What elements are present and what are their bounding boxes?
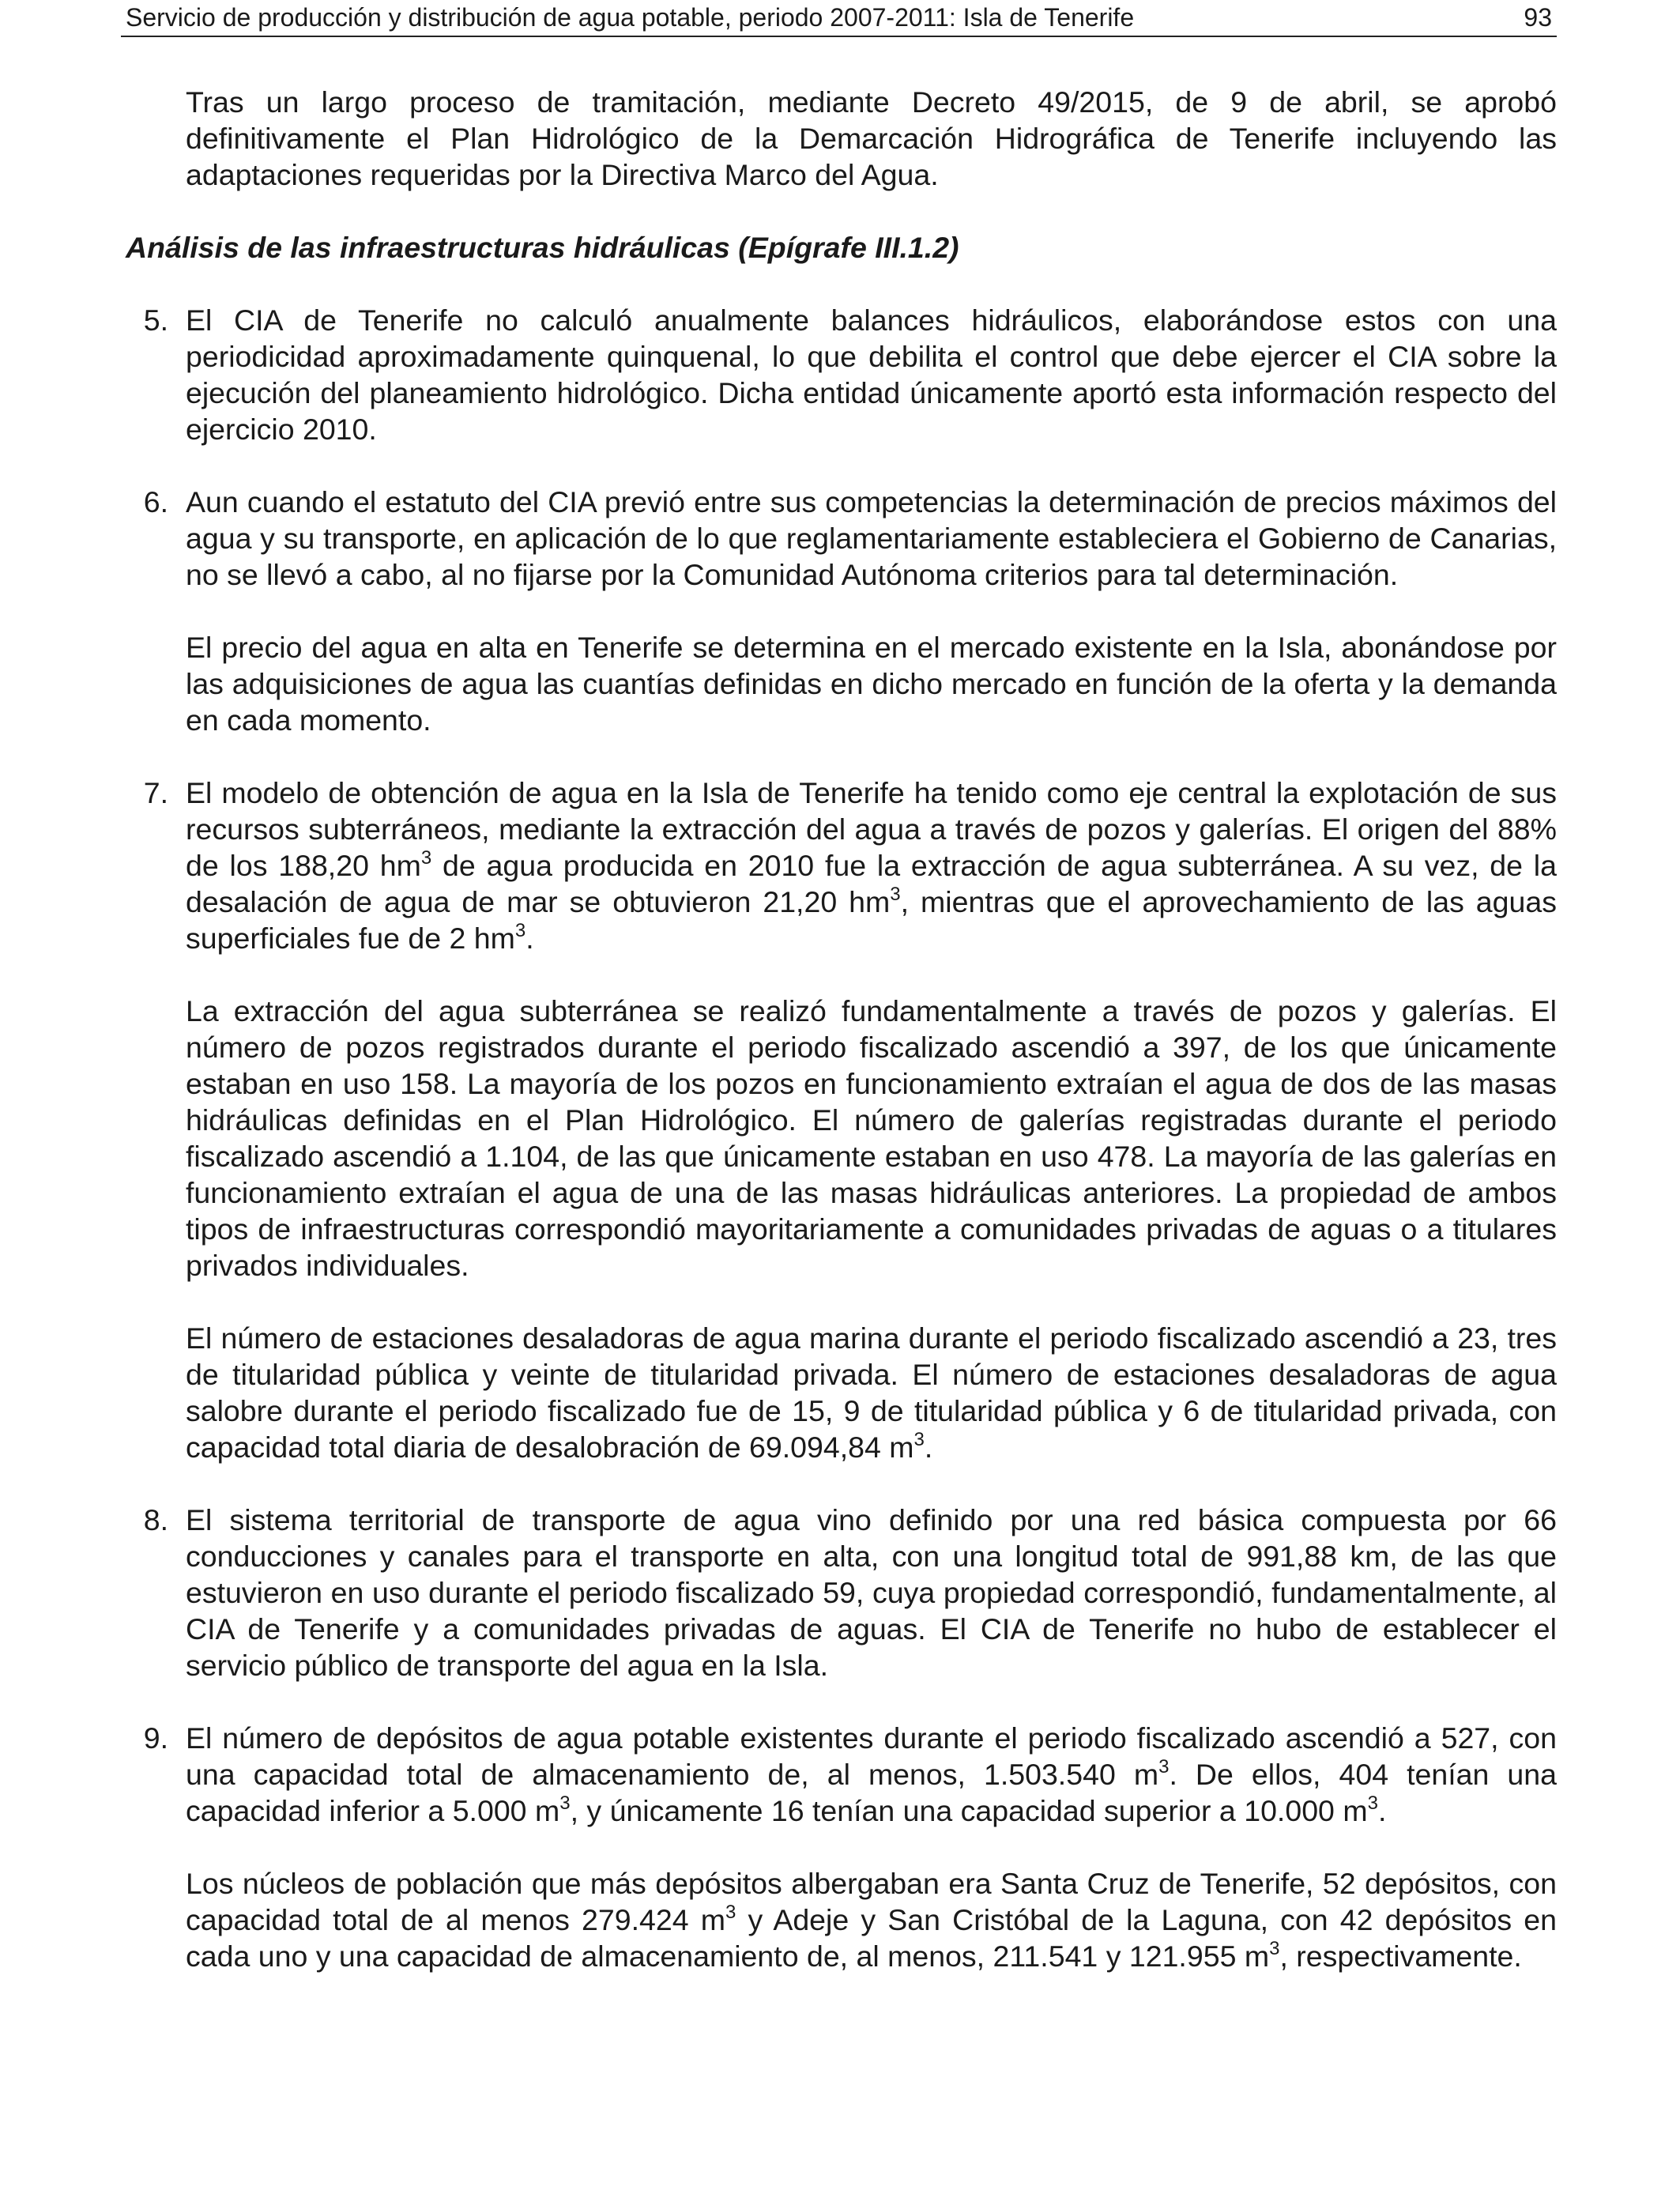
item-text bbox=[186, 1720, 1557, 1829]
text-run: El número de estaciones desaladoras de agua marina durante el periodo fiscalizado ascendió a 23, tres de titularidad pública y veinte de titularidad privada. El número de estaciones desaladoras de agua salobre durante el periodo fiscalizado fue de 15, 9 de titularidad pública y 6 de titularidad privada, con capacidad total diaria de desalobración de 69.094,84 m bbox=[186, 1321, 1557, 1464]
text-run: El número de depósitos de agua potable existentes durante el periodo fiscalizado ascendió a 527, con una capacidad total de almacenamiento de, al menos, 1.503.540 m bbox=[186, 1721, 1557, 1791]
item-7-paragraph-2: La extracción del agua subterránea se realizó fundamentalmente a través de pozos y galerías. El número de pozos registrados durante el periodo fiscalizado ascendió a 397, de los que únicamente estaban en uso 158. La mayoría de los pozos en funcionamiento extraían el agua de dos de las masas hidráulicas definidas en el Plan Hidrológico. El número de galerías registradas durante el periodo fiscalizado ascendió a 1.104, de las que únicamente estaban en uso 478. La mayoría de las galerías en funcionamiento extraían el agua de una de las masas hidráulicas anteriores. La propiedad de ambos tipos de infraestructuras correspondió mayoritariamente a comunidades privadas de aguas o a titulares privados individuales. bbox=[186, 994, 1557, 1282]
item-text: El sistema territorial de transporte de agua vino definido por una red básica compuesta por 66 conducciones y canales para el transporte en alta, con una longitud total de 991,88 km, de las que estuvieron en uso durante el periodo fiscalizado 59, cuya propiedad correspondió, fundamentalmente, al CIA de Tenerife y a comunidades privadas de aguas. El CIA de Tenerife no hubo de establecer el servicio público de transporte del agua en la Isla. bbox=[186, 1503, 1557, 1682]
superscript-3: 3 bbox=[559, 1793, 571, 1814]
item-number: 6. bbox=[143, 485, 168, 518]
text-run: , mientras que el aprovechamiento de las aguas superficiales fue de 2 hm bbox=[186, 885, 1557, 955]
item-number: 9. bbox=[143, 1721, 168, 1755]
item-number: 5. bbox=[143, 303, 168, 337]
text-run: El modelo de obtención de agua en la Isla de Tenerife ha tenido como eje central la explotación de sus recursos subterráneos, mediante la extracción del agua a través de pozos y galerías. El origen del 88% de los 188,20 hm bbox=[186, 776, 1557, 882]
page-header bbox=[121, 0, 1557, 37]
text-run: . De ellos, 404 tenían una capacidad inferior a 5.000 m bbox=[186, 1758, 1557, 1827]
text-run: y Adeje y San Cristóbal de la Laguna, con 42 depósitos en cada uno y una capacidad de almacenamiento de, al menos, 211.541 y 121.955 m bbox=[186, 1903, 1558, 1973]
superscript-3: 3 bbox=[514, 920, 526, 941]
list-item-9 bbox=[143, 1720, 1557, 1829]
item-7-paragraph-3 bbox=[186, 1320, 1557, 1465]
item-text: El CIA de Tenerife no calculó anualmente balances hidráulicos, elaborándose estos con una periodicidad aproximadamente quinquenal, lo que debilita el control que debe ejercer el CIA sobre la ejecución del planeamiento hidrológico. Dicha entidad únicamente aportó esta información respecto del ejercicio 2010. bbox=[186, 303, 1557, 446]
text-run: , y únicamente 16 tenían una capacidad superior a 10.000 m bbox=[570, 1794, 1368, 1827]
intro-paragraph: Tras un largo proceso de tramitación, mediante Decreto 49/2015, de 9 de abril, se aprobó definitivamente el Plan Hidrológico de la Demarcación Hidrográfica de Tenerife incluyendo las adaptaciones requeridas por la Directiva Marco del Agua. bbox=[186, 85, 1557, 191]
item-6-paragraph-2: El precio del agua en alta en Tenerife se determina en el mercado existente en la Isla, abonándose por las adquisiciones de agua las cuantías definidas en dicho mercado en función de la oferta y la demanda en cada momento. bbox=[186, 631, 1557, 737]
text-run: de agua producida en 2010 fue la extracción de agua subterránea. A su vez, de la desalación de agua de mar se obtuvieron 21,20 hm bbox=[186, 849, 1557, 918]
item-text: Aun cuando el estatuto del CIA previó entre sus competencias la determinación de precios máximos del agua y su transporte, en aplicación de lo que reglamentariamente estableciera el Gobierno de Canarias, no se llevó a cabo, al no fijarse por la Comunidad Autónoma criterios para tal determinación. bbox=[186, 485, 1557, 591]
text-run: . bbox=[525, 922, 534, 955]
page-number: 93 bbox=[1524, 3, 1552, 32]
superscript-3: 3 bbox=[1158, 1756, 1170, 1777]
list-item-8 bbox=[143, 1502, 1557, 1683]
superscript-3: 3 bbox=[1269, 1938, 1280, 1959]
document-body bbox=[121, 84, 1557, 2011]
text-run: . bbox=[1377, 1794, 1387, 1827]
list-item-6 bbox=[143, 484, 1557, 593]
text-run: , respectivamente. bbox=[1279, 1940, 1522, 1973]
superscript-3: 3 bbox=[420, 847, 432, 869]
superscript-3: 3 bbox=[725, 1902, 736, 1923]
text-run: . bbox=[924, 1431, 933, 1464]
superscript-3: 3 bbox=[913, 1429, 925, 1450]
section-heading: Análisis de las infraestructuras hidráulicas (Epígrafe III.1.2) bbox=[126, 231, 959, 264]
item-text bbox=[186, 775, 1557, 956]
list-item-5 bbox=[143, 302, 1557, 447]
superscript-3: 3 bbox=[890, 884, 901, 905]
superscript-3: 3 bbox=[1367, 1793, 1378, 1814]
item-9-paragraph-2 bbox=[186, 1865, 1557, 1974]
list-item-7 bbox=[143, 775, 1557, 956]
text-run: Los núcleos de población que más depósitos albergaban era Santa Cruz de Tenerife, 52 depósitos, con capacidad total de al menos 279.424 m bbox=[186, 1867, 1557, 1936]
item-number: 8. bbox=[143, 1503, 168, 1536]
running-title: Servicio de producción y distribución de agua potable, periodo 2007-2011: Isla de Tenerife bbox=[126, 3, 1135, 32]
item-number: 7. bbox=[143, 776, 168, 809]
